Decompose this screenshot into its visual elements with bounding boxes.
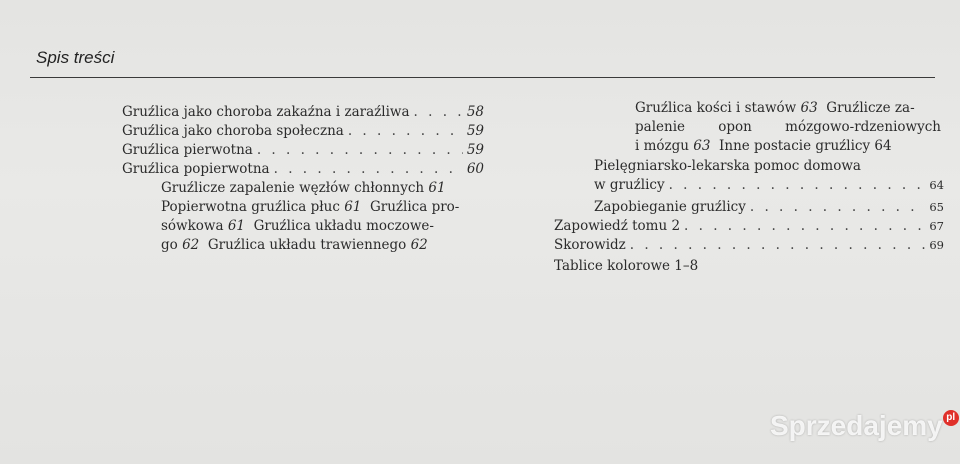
sub-page: 61 <box>227 218 246 234</box>
toc-subline <box>161 198 459 217</box>
toc-entry <box>122 103 484 122</box>
sub-text: Gruźlica układu trawiennego <box>199 237 411 253</box>
dot-leader <box>630 236 926 255</box>
sub-page: 61 <box>344 199 362 215</box>
sub-text: Gruźlicze zapalenie węzłów chłonnych <box>161 180 429 196</box>
toc-page: 65 <box>929 200 944 214</box>
toc-label: Gruźlica jako choroba społeczna <box>122 123 344 139</box>
sub-page: 61 <box>428 180 446 196</box>
toc-label: Zapobieganie gruźlicy <box>594 199 746 215</box>
sub-page: 63 <box>693 138 711 154</box>
watermark-logo <box>770 410 959 442</box>
toc-entry <box>122 141 484 160</box>
dot-leader <box>257 141 463 160</box>
watermark-badge: pl <box>943 410 959 426</box>
toc-page: 67 <box>929 219 944 233</box>
sub-text: sówkowa <box>161 218 228 234</box>
toc-page: 59 <box>466 142 484 158</box>
sub-page: 63 <box>800 100 818 116</box>
sub-text: palenie opon mózgowo-rdzeniowych <box>635 119 941 135</box>
sub-text: Gruźlicze za- <box>817 100 915 116</box>
dot-leader <box>414 103 463 122</box>
sub-text: Inne postacie gruźlicy <box>710 138 875 154</box>
dot-leader <box>684 217 925 236</box>
toc-label: Zapowiedź tomu 2 <box>554 218 681 234</box>
page-title: Spis treści <box>36 48 115 67</box>
sub-text: Gruźlica pro- <box>361 199 460 215</box>
sub-text: Gruźlica układu moczowe- <box>245 218 434 234</box>
sub-text: i mózgu <box>635 138 694 154</box>
toc-label: Gruźlica pierwotna <box>122 142 253 158</box>
watermark-text: Sprzedajemy <box>770 410 943 441</box>
toc-page: 58 <box>466 104 484 120</box>
toc-subline <box>161 236 428 255</box>
toc-subline <box>635 137 892 156</box>
toc-entry <box>594 176 944 195</box>
toc-entry <box>122 160 484 179</box>
toc-entry-line1: Pielęgniarsko-lekarska pomoc domowa <box>594 158 861 174</box>
sub-page: 62 <box>182 237 200 253</box>
toc-entry <box>594 198 944 217</box>
dot-leader <box>669 176 926 195</box>
toc-label: Gruźlica popierwotna <box>122 161 270 177</box>
toc-page: 60 <box>466 161 484 177</box>
toc-label: w gruźlicy <box>594 177 665 193</box>
sub-page: 64 <box>874 138 892 154</box>
toc-page: 64 <box>929 178 944 192</box>
toc-page: 59 <box>466 123 484 139</box>
dot-leader <box>274 160 463 179</box>
dot-leader <box>750 198 926 217</box>
toc-label: Gruźlica jako choroba zakaźna i zaraźliwa <box>122 104 410 120</box>
toc-entry: Tablice kolorowe 1–8 <box>554 258 699 274</box>
dot-leader <box>348 122 463 141</box>
sub-text: Popierwotna gruźlica płuc <box>161 199 345 215</box>
toc-entry <box>554 217 944 236</box>
toc-subline <box>161 179 446 198</box>
header-rule <box>30 77 935 78</box>
sub-text: go <box>161 237 183 253</box>
toc-subline <box>635 99 915 118</box>
sub-page: 62 <box>410 237 428 253</box>
toc-entry <box>122 122 484 141</box>
toc-subline <box>161 217 434 236</box>
toc-label: Skorowidz <box>554 237 626 253</box>
toc-page: 69 <box>929 238 944 252</box>
toc-entry <box>554 236 944 255</box>
sub-text: Gruźlica kości i stawów <box>635 100 801 116</box>
toc-subline <box>635 118 941 137</box>
